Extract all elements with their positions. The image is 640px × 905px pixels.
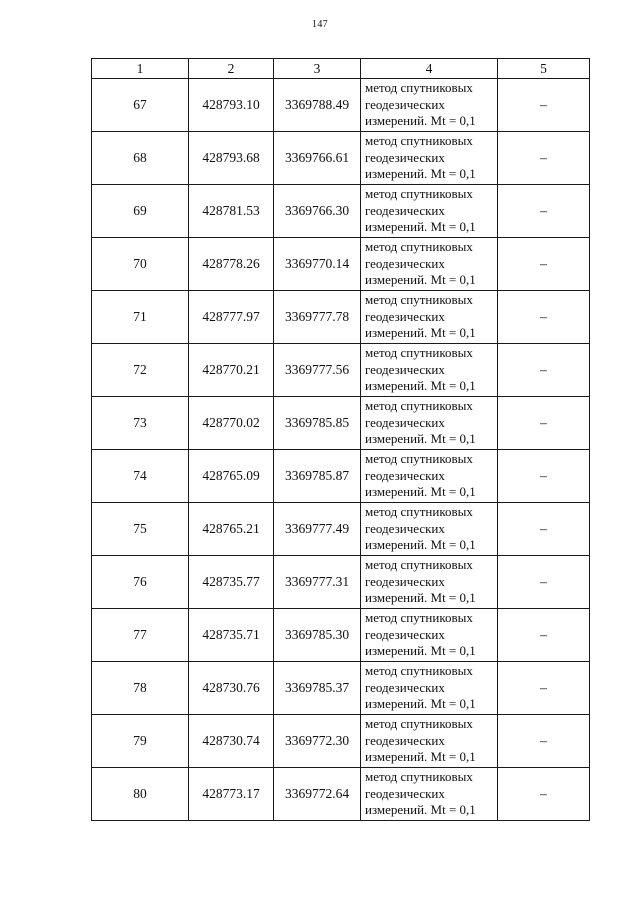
- method-line: метод спутниковых: [365, 133, 473, 149]
- table-row: [92, 609, 590, 662]
- x-coordinate-cell: 428778.26: [189, 238, 274, 291]
- y-coordinate-cell: 3369770.14: [274, 238, 361, 291]
- page-number: 147: [312, 19, 328, 30]
- y-coordinate-cell: 3369777.31: [274, 556, 361, 609]
- column-header-4: 4: [361, 59, 498, 79]
- table-row: [92, 291, 590, 344]
- column-header-2: 2: [189, 59, 274, 79]
- y-coordinate-cell: 3369772.30: [274, 715, 361, 768]
- method-line: измерений. Mt = 0,1: [365, 749, 476, 765]
- table-row: [92, 715, 590, 768]
- note-cell: –: [498, 556, 590, 609]
- method-cell: [361, 132, 498, 185]
- method-line: геодезических: [365, 573, 445, 589]
- point-number-cell: 73: [92, 397, 189, 450]
- y-coordinate-cell: 3369777.49: [274, 503, 361, 556]
- point-number-cell: 72: [92, 344, 189, 397]
- x-coordinate-cell: 428770.02: [189, 397, 274, 450]
- method-line: геодезических: [365, 361, 445, 377]
- method-line: геодезических: [365, 732, 445, 748]
- method-line: измерений. Mt = 0,1: [365, 113, 476, 129]
- table-header-row: [92, 59, 590, 79]
- point-number-cell: 79: [92, 715, 189, 768]
- method-line: метод спутниковых: [365, 186, 473, 202]
- table-row: [92, 450, 590, 503]
- y-coordinate-cell: 3369772.64: [274, 768, 361, 821]
- method-line: измерений. Mt = 0,1: [365, 325, 476, 341]
- method-line: геодезических: [365, 202, 445, 218]
- method-cell: [361, 185, 498, 238]
- point-number-cell: 80: [92, 768, 189, 821]
- note-cell: –: [498, 503, 590, 556]
- method-line: метод спутниковых: [365, 80, 473, 96]
- y-coordinate-cell: 3369785.85: [274, 397, 361, 450]
- method-cell: [361, 238, 498, 291]
- method-line: метод спутниковых: [365, 769, 473, 785]
- method-line: метод спутниковых: [365, 451, 473, 467]
- point-number-cell: 77: [92, 609, 189, 662]
- y-coordinate-cell: 3369788.49: [274, 79, 361, 132]
- method-line: измерений. Mt = 0,1: [365, 219, 476, 235]
- table-body: [92, 79, 590, 821]
- note-cell: –: [498, 291, 590, 344]
- method-line: метод спутниковых: [365, 398, 473, 414]
- method-cell: [361, 291, 498, 344]
- x-coordinate-cell: 428793.10: [189, 79, 274, 132]
- method-line: измерений. Mt = 0,1: [365, 696, 476, 712]
- y-coordinate-cell: 3369785.87: [274, 450, 361, 503]
- note-cell: –: [498, 238, 590, 291]
- table-row: [92, 238, 590, 291]
- method-cell: [361, 503, 498, 556]
- method-cell: [361, 715, 498, 768]
- table-row: [92, 79, 590, 132]
- y-coordinate-cell: 3369766.61: [274, 132, 361, 185]
- table-row: [92, 503, 590, 556]
- method-line: геодезических: [365, 96, 445, 112]
- method-line: геодезических: [365, 785, 445, 801]
- method-line: метод спутниковых: [365, 557, 473, 573]
- x-coordinate-cell: 428730.74: [189, 715, 274, 768]
- method-line: геодезических: [365, 626, 445, 642]
- point-number-cell: 74: [92, 450, 189, 503]
- method-line: метод спутниковых: [365, 610, 473, 626]
- point-number-cell: 78: [92, 662, 189, 715]
- method-cell: [361, 344, 498, 397]
- x-coordinate-cell: 428781.53: [189, 185, 274, 238]
- method-line: геодезических: [365, 308, 445, 324]
- note-cell: –: [498, 344, 590, 397]
- note-cell: –: [498, 662, 590, 715]
- table-row: [92, 768, 590, 821]
- table-row: [92, 397, 590, 450]
- x-coordinate-cell: 428730.76: [189, 662, 274, 715]
- method-line: метод спутниковых: [365, 292, 473, 308]
- y-coordinate-cell: 3369785.30: [274, 609, 361, 662]
- method-line: измерений. Mt = 0,1: [365, 484, 476, 500]
- method-line: измерений. Mt = 0,1: [365, 590, 476, 606]
- x-coordinate-cell: 428735.77: [189, 556, 274, 609]
- y-coordinate-cell: 3369777.78: [274, 291, 361, 344]
- method-cell: [361, 397, 498, 450]
- method-line: метод спутниковых: [365, 504, 473, 520]
- method-line: измерений. Mt = 0,1: [365, 378, 476, 394]
- method-cell: [361, 556, 498, 609]
- x-coordinate-cell: 428765.21: [189, 503, 274, 556]
- point-number-cell: 67: [92, 79, 189, 132]
- note-cell: –: [498, 715, 590, 768]
- method-cell: [361, 450, 498, 503]
- method-line: геодезических: [365, 679, 445, 695]
- method-line: измерений. Mt = 0,1: [365, 272, 476, 288]
- method-line: измерений. Mt = 0,1: [365, 643, 476, 659]
- column-header-3: 3: [274, 59, 361, 79]
- note-cell: –: [498, 397, 590, 450]
- point-number-cell: 71: [92, 291, 189, 344]
- x-coordinate-cell: 428765.09: [189, 450, 274, 503]
- point-number-cell: 76: [92, 556, 189, 609]
- method-line: геодезических: [365, 520, 445, 536]
- y-coordinate-cell: 3369785.37: [274, 662, 361, 715]
- point-number-cell: 75: [92, 503, 189, 556]
- note-cell: –: [498, 132, 590, 185]
- column-header-1: 1: [92, 59, 189, 79]
- table-row: [92, 344, 590, 397]
- y-coordinate-cell: 3369766.30: [274, 185, 361, 238]
- note-cell: –: [498, 768, 590, 821]
- method-cell: [361, 768, 498, 821]
- note-cell: –: [498, 609, 590, 662]
- method-line: метод спутниковых: [365, 663, 473, 679]
- method-cell: [361, 662, 498, 715]
- method-line: измерений. Mt = 0,1: [365, 431, 476, 447]
- x-coordinate-cell: 428770.21: [189, 344, 274, 397]
- method-line: измерений. Mt = 0,1: [365, 802, 476, 818]
- note-cell: –: [498, 450, 590, 503]
- table-row: [92, 132, 590, 185]
- table-row: [92, 556, 590, 609]
- note-cell: –: [498, 185, 590, 238]
- x-coordinate-cell: 428777.97: [189, 291, 274, 344]
- point-number-cell: 68: [92, 132, 189, 185]
- point-number-cell: 69: [92, 185, 189, 238]
- coordinates-table: [91, 58, 590, 821]
- point-number-cell: 70: [92, 238, 189, 291]
- method-line: метод спутниковых: [365, 239, 473, 255]
- method-cell: [361, 79, 498, 132]
- method-cell: [361, 609, 498, 662]
- column-header-5: 5: [498, 59, 590, 79]
- method-line: геодезических: [365, 414, 445, 430]
- method-line: геодезических: [365, 467, 445, 483]
- table-row: [92, 662, 590, 715]
- note-cell: –: [498, 79, 590, 132]
- y-coordinate-cell: 3369777.56: [274, 344, 361, 397]
- method-line: измерений. Mt = 0,1: [365, 166, 476, 182]
- table-row: [92, 185, 590, 238]
- x-coordinate-cell: 428793.68: [189, 132, 274, 185]
- method-line: геодезических: [365, 255, 445, 271]
- method-line: измерений. Mt = 0,1: [365, 537, 476, 553]
- x-coordinate-cell: 428773.17: [189, 768, 274, 821]
- method-line: метод спутниковых: [365, 716, 473, 732]
- method-line: геодезических: [365, 149, 445, 165]
- x-coordinate-cell: 428735.71: [189, 609, 274, 662]
- method-line: метод спутниковых: [365, 345, 473, 361]
